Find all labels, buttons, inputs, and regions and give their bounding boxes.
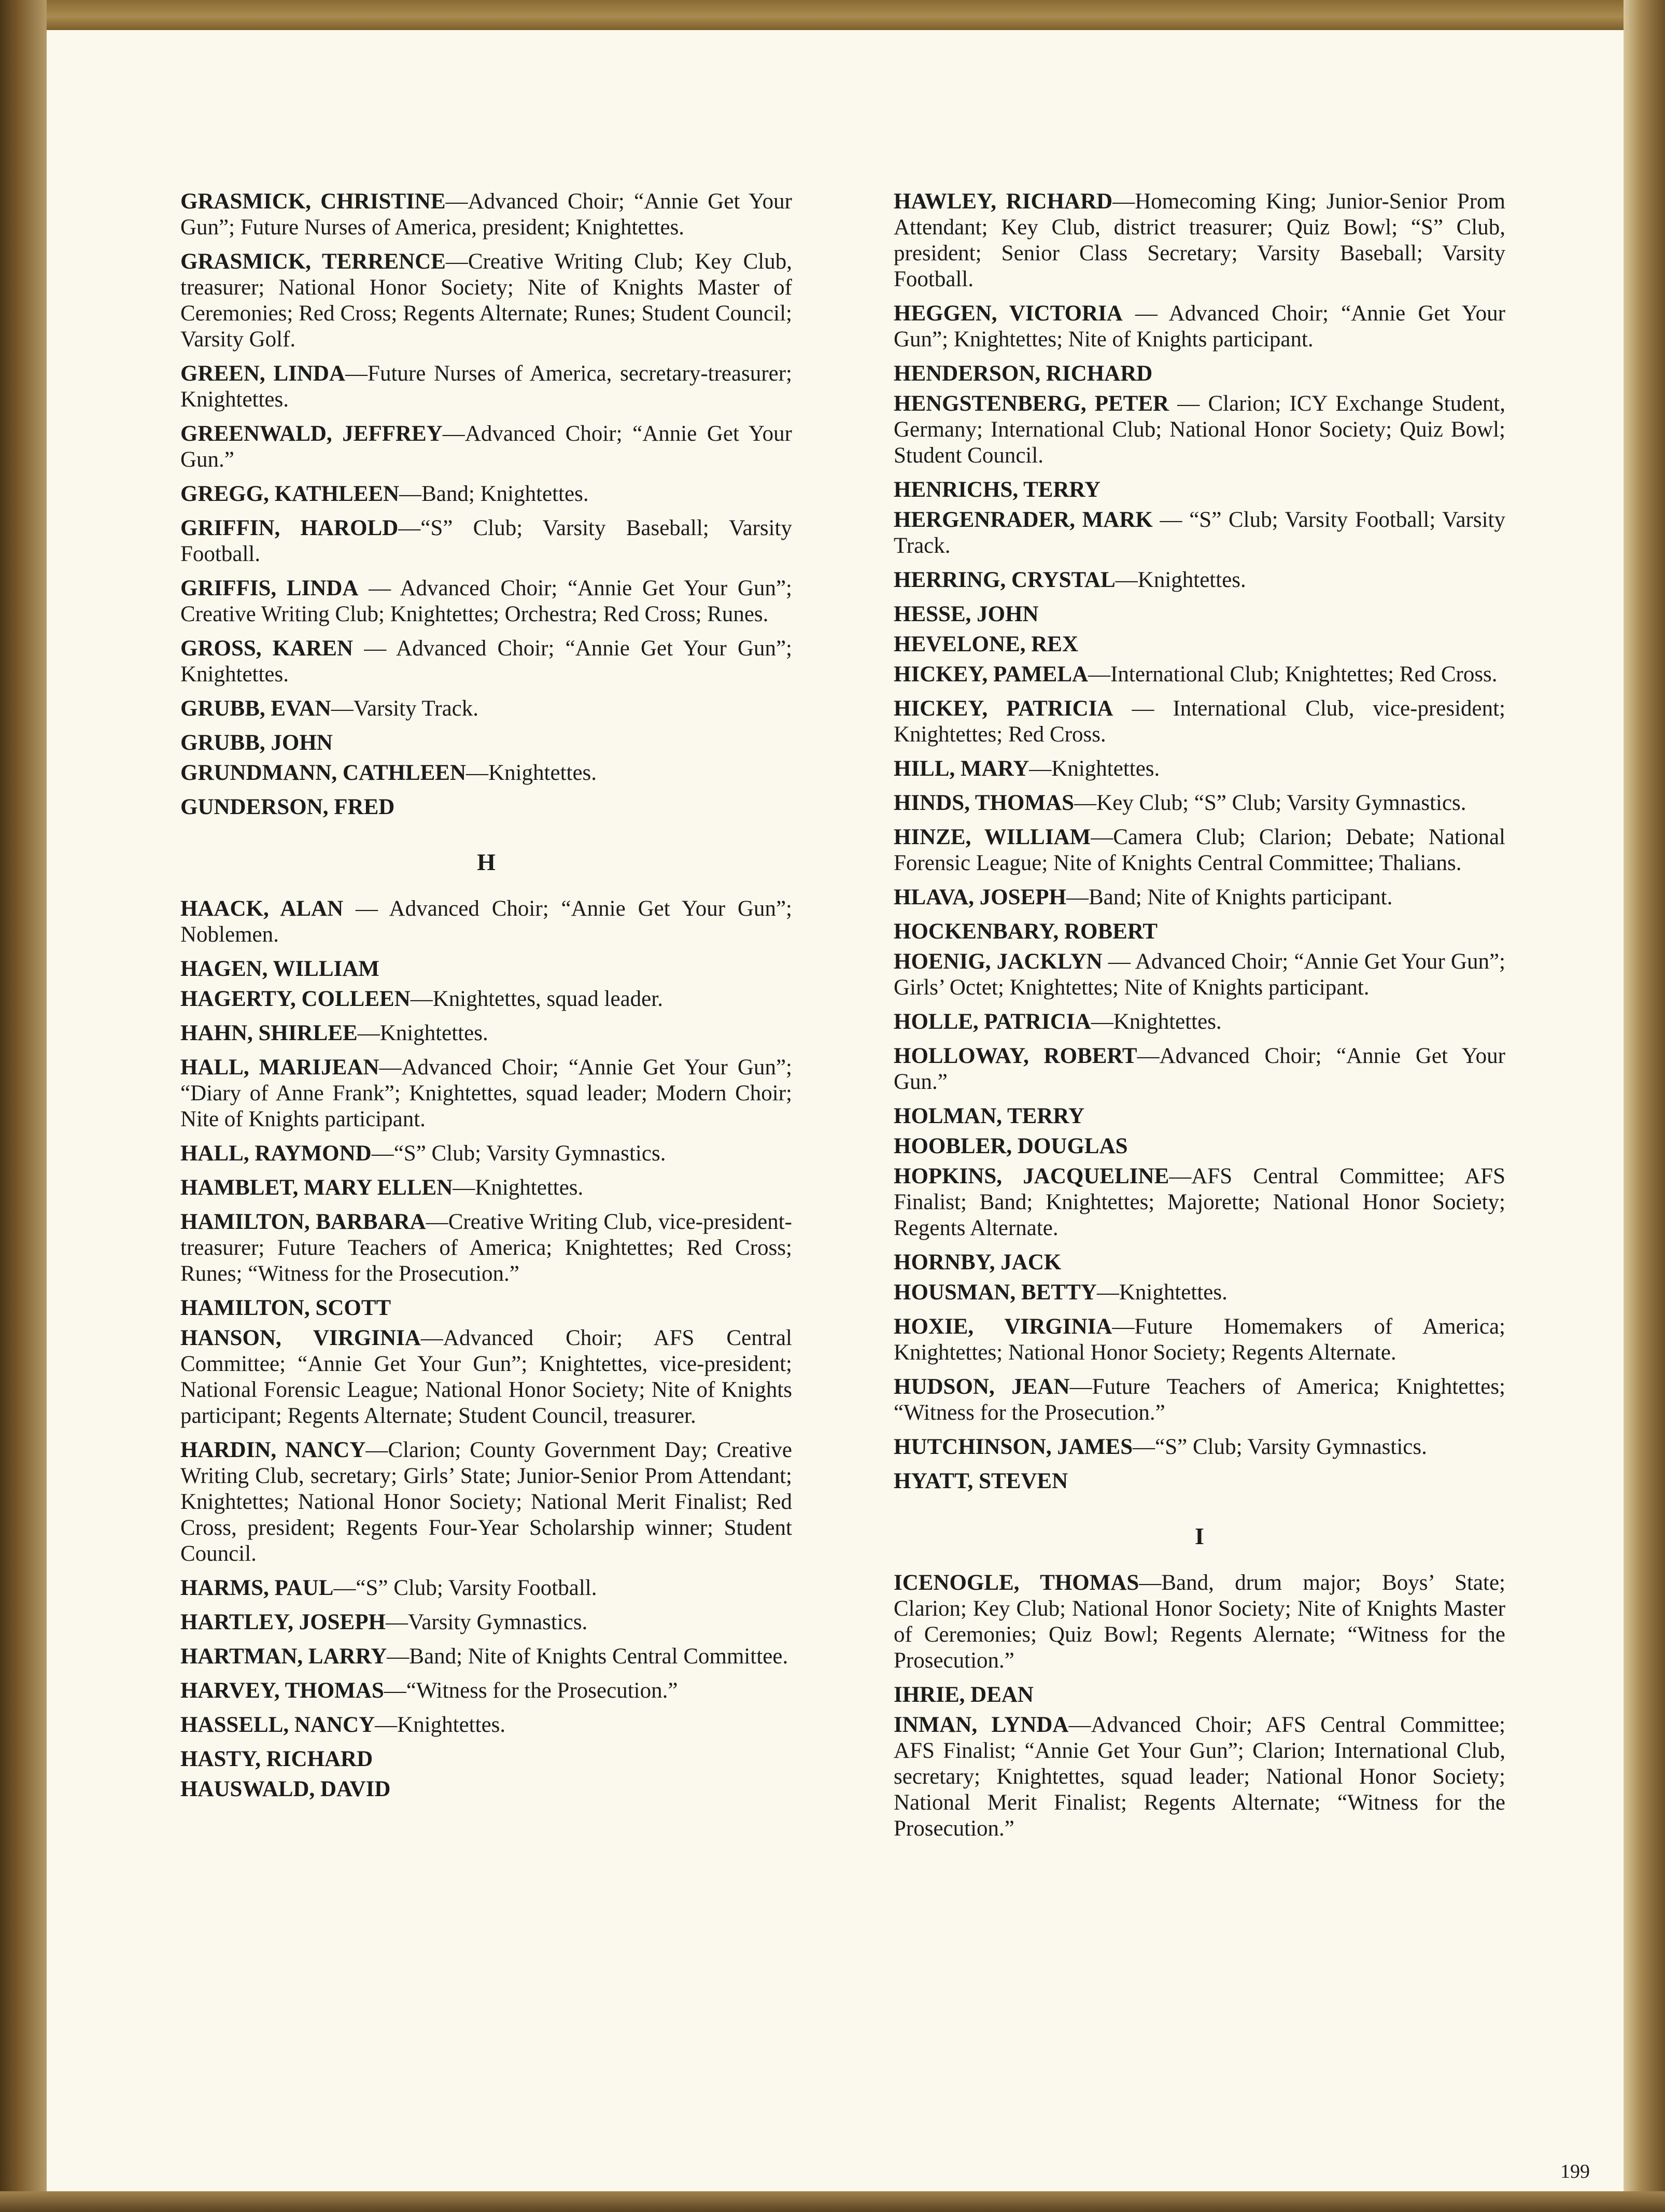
- student-activities: —Camera Club; Clarion; Debate; National Forensic League; Nite of Knights Central Committee; Thalians.: [894, 825, 1505, 875]
- student-entry: [894, 1374, 1505, 1426]
- student-activities: —Key Club; “S” Club; Varsity Gymnastics.: [1074, 791, 1466, 815]
- student-entry: [894, 1009, 1505, 1035]
- student-entry: [180, 986, 792, 1012]
- student-name: GREGG, KATHLEEN: [180, 482, 400, 506]
- student-activities: —Clarion; County Government Day; Creative Writing Club, secretary; Girls’ State; Junior-Senior Prom Attendant; Knightettes; National Honor Society; National Merit Finalist; Red Cross, president; Regents Four-Year Scholarship winner; Student Council.: [180, 1438, 792, 1566]
- student-name: GREEN, LINDA: [180, 361, 346, 386]
- student-entry: [894, 756, 1505, 782]
- student-entry: [894, 1682, 1505, 1708]
- student-entry: [894, 1043, 1505, 1095]
- student-activities: — “S” Club; Varsity Football; Varsity Track.: [894, 508, 1505, 558]
- student-activities: —Creative Writing Club; Key Club, treasurer; National Honor Society; Nite of Knights Master of Ceremonies; Red Cross; Regents Alternate; Runes; Student Council; Varsity Golf.: [180, 249, 792, 352]
- student-entry: [894, 601, 1505, 627]
- senior-list-h-continued: [894, 189, 1505, 1494]
- student-name: GRASMICK, CHRISTINE: [180, 189, 446, 214]
- student-name: HOCKENBARY, ROBERT: [894, 919, 1158, 944]
- student-entry: [180, 1712, 792, 1738]
- student-activities: — Advanced Choir; “Annie Get Your Gun”; Creative Writing Club; Knightettes; Orchestra; Red Cross; Runes.: [180, 576, 792, 626]
- student-name: GRUBB, EVAN: [180, 696, 331, 721]
- student-name: GRASMICK, TERRENCE: [180, 249, 446, 274]
- student-name: HOLLE, PATRICIA: [894, 1010, 1091, 1034]
- student-name: HAMILTON, SCOTT: [180, 1296, 391, 1320]
- student-activities: —Advanced Choir; “Annie Get Your Gun.”: [894, 1044, 1506, 1094]
- binding-top-edge: [0, 0, 1665, 30]
- student-name: HOENIG, JACKLYN: [894, 949, 1103, 974]
- senior-list-g: [180, 189, 792, 820]
- student-entry: [894, 885, 1505, 911]
- student-name: GRUBB, JOHN: [180, 731, 333, 755]
- student-entry: [180, 956, 792, 982]
- student-name: HARMS, PAUL: [180, 1576, 334, 1600]
- binding-bottom-edge: [0, 2191, 1665, 2212]
- student-name: HESSE, JOHN: [894, 602, 1039, 626]
- student-activities: —Band, drum major; Boys’ State; Clarion; Key Club; National Honor Society; Nite of Knights Master of Ceremonies; Quiz Bowl; Regents Alernate; “Witness for the Prosecution.”: [894, 1571, 1505, 1673]
- student-name: HOUSMAN, BETTY: [894, 1280, 1097, 1305]
- senior-list-i: [894, 1570, 1505, 1842]
- student-entry: [180, 1644, 792, 1670]
- student-name: HOLMAN, TERRY: [894, 1104, 1084, 1128]
- student-entry: [180, 1141, 792, 1167]
- student-entry: [180, 794, 792, 820]
- student-entry: [894, 1570, 1505, 1674]
- student-name: HENDERSON, RICHARD: [894, 361, 1153, 386]
- student-activities: —Band; Nite of Knights Central Committee.: [387, 1644, 788, 1669]
- student-entry: [894, 632, 1505, 657]
- student-entry: [894, 790, 1505, 816]
- student-name: GROSS, KAREN: [180, 636, 354, 661]
- student-name: HINDS, THOMAS: [894, 791, 1075, 815]
- student-name: HICKEY, PAMELA: [894, 662, 1089, 687]
- student-name: HARDIN, NANCY: [180, 1438, 366, 1462]
- student-entry: [180, 249, 792, 353]
- student-activities: —Knightettes.: [375, 1713, 506, 1737]
- student-activities: —Future Nurses of America, secretary-treasurer; Knightettes.: [180, 361, 792, 412]
- student-name: HAGEN, WILLIAM: [180, 957, 379, 981]
- student-name: HYATT, STEVEN: [894, 1469, 1068, 1493]
- student-entry: [180, 1209, 792, 1287]
- student-entry: [894, 662, 1505, 688]
- student-name: GUNDERSON, FRED: [180, 795, 395, 819]
- student-activities: —Knightettes.: [1091, 1010, 1222, 1034]
- student-activities: —Creative Writing Club, vice-president-treasurer; Future Teachers of America; Knightettes; Red Cross; Runes; “Witness for the Prosecution.”: [180, 1210, 792, 1286]
- student-entry: [180, 1295, 792, 1321]
- student-activities: —Advanced Choir; AFS Central Committee; AFS Finalist; “Annie Get Your Gun”; Clarion; International Club, secretary; Knightettes, squad leader; National Honor Society; National Merit Finalist; Regents Alternate; “Witness for the Prosecution.”: [894, 1713, 1505, 1841]
- student-entry: [180, 730, 792, 756]
- student-activities: — International Club, vice-president; Knightettes; Red Cross.: [894, 696, 1506, 747]
- student-name: HEGGEN, VICTORIA: [894, 301, 1123, 326]
- student-name: HILL, MARY: [894, 757, 1029, 781]
- student-entry: [894, 1314, 1505, 1366]
- student-activities: — Advanced Choir; “Annie Get Your Gun”; Knightettes; Nite of Knights participant.: [894, 301, 1505, 352]
- student-entry: [894, 696, 1505, 748]
- student-activities: —“Witness for the Prosecution.”: [384, 1678, 678, 1703]
- student-entry: [894, 189, 1505, 292]
- left-column: [180, 189, 792, 1807]
- student-activities: — Clarion; ICY Exchange Student, Germany; International Club; National Honor Society; Quiz Bowl; Student Council.: [894, 391, 1505, 468]
- student-activities: —Knightettes.: [453, 1175, 584, 1200]
- student-activities: — Advanced Choir; “Annie Get Your Gun”; Girls’ Octet; Knightettes; Nite of Knights participant.: [894, 949, 1505, 1000]
- student-name: HERRING, CRYSTAL: [894, 568, 1116, 592]
- student-name: HARTLEY, JOSEPH: [180, 1610, 386, 1634]
- binding-left-edge: [0, 0, 47, 2212]
- student-name: HAGERTY, COLLEEN: [180, 987, 411, 1011]
- student-activities: —Knightettes, squad leader.: [410, 987, 663, 1011]
- student-activities: —“S” Club; Varsity Gymnastics.: [1133, 1435, 1427, 1459]
- student-name: HALL, MARIJEAN: [180, 1055, 379, 1080]
- student-activities: —Advanced Choir; AFS Central Committee; “Annie Get Your Gun”; Knightettes, vice-president; National Forensic League; National Honor Society; Nite of Knights participant; Regents Alternate; Student Council, treasurer.: [180, 1326, 792, 1428]
- student-name: HICKEY, PATRICIA: [894, 696, 1113, 721]
- student-activities: —“S” Club; Varsity Football.: [333, 1576, 597, 1600]
- student-activities: —“S” Club; Varsity Gymnastics.: [371, 1141, 666, 1166]
- student-activities: —Advanced Choir; “Annie Get Your Gun.”: [180, 422, 792, 472]
- student-entry: [180, 1325, 792, 1429]
- student-entry: [894, 1250, 1505, 1276]
- student-entry: [894, 477, 1505, 503]
- student-name: HUDSON, JEAN: [894, 1375, 1070, 1399]
- student-name: HLAVA, JOSEPH: [894, 885, 1066, 909]
- student-activities: —Knightettes.: [1115, 568, 1246, 592]
- binding-right-edge: [1624, 0, 1665, 2212]
- student-activities: —Future Homemakers of America; Knightettes; National Honor Society; Regents Alternate.: [894, 1314, 1505, 1365]
- student-name: HOLLOWAY, ROBERT: [894, 1044, 1137, 1068]
- student-entry: [894, 1434, 1505, 1460]
- student-entry: [180, 576, 792, 627]
- student-name: HOXIE, VIRGINIA: [894, 1314, 1112, 1339]
- student-name: GRIFFIN, HAROLD: [180, 516, 399, 540]
- student-entry: [894, 824, 1505, 876]
- student-activities: —Advanced Choir; “Annie Get Your Gun”; “Diary of Anne Frank”; Knightettes, squad leader; Modern Choir; Nite of Knights participant.: [180, 1055, 792, 1131]
- student-name: HAMILTON, BARBARA: [180, 1210, 426, 1234]
- student-entry: [180, 481, 792, 507]
- student-name: ICENOGLE, THOMAS: [894, 1571, 1139, 1595]
- letter-heading-h: H: [477, 849, 496, 875]
- student-activities: —“S” Club; Varsity Baseball; Varsity Football.: [180, 516, 792, 566]
- student-entry: [180, 361, 792, 413]
- student-entry: [180, 1776, 792, 1802]
- student-entry: [180, 1055, 792, 1132]
- student-name: HUTCHINSON, JAMES: [894, 1435, 1133, 1459]
- student-activities: —Knightettes.: [357, 1021, 488, 1045]
- student-name: HOPKINS, JACQUELINE: [894, 1164, 1169, 1188]
- student-activities: —Homecoming King; Junior-Senior Prom Attendant; Key Club, district treasurer; Quiz Bowl; “S” Club, president; Senior Class Secretary; Varsity Baseball; Varsity Football.: [894, 189, 1505, 291]
- student-entry: [894, 1468, 1505, 1494]
- student-entry: [180, 760, 792, 786]
- student-name: HOOBLER, DOUGLAS: [894, 1134, 1128, 1158]
- student-name: GRIFFIS, LINDA: [180, 576, 359, 600]
- student-entry: [894, 391, 1505, 469]
- student-name: HAHN, SHIRLEE: [180, 1021, 358, 1045]
- student-entry: [180, 1437, 792, 1567]
- student-name: HAMBLET, MARY ELLEN: [180, 1175, 453, 1200]
- student-name: HAACK, ALAN: [180, 897, 344, 921]
- right-column: [894, 189, 1505, 1850]
- student-activities: —Band; Knightettes.: [399, 482, 589, 506]
- student-name: HASSELL, NANCY: [180, 1713, 375, 1737]
- student-activities: —Knightettes.: [466, 761, 597, 785]
- student-entry: [180, 1175, 792, 1201]
- student-activities: — Advanced Choir; “Annie Get Your Gun”; Knightettes.: [180, 636, 792, 687]
- student-name: IHRIE, DEAN: [894, 1683, 1034, 1707]
- student-activities: —Knightettes.: [1029, 757, 1160, 781]
- student-entry: [180, 1609, 792, 1635]
- student-entry: [894, 1103, 1505, 1129]
- student-activities: —Future Teachers of America; Knightettes; “Witness for the Prosecution.”: [894, 1375, 1505, 1425]
- student-activities: —Knightettes.: [1096, 1280, 1227, 1305]
- student-entry: [894, 567, 1505, 593]
- student-entry: [894, 919, 1505, 945]
- student-activities: —AFS Central Committee; AFS Finalist; Band; Knightettes; Majorette; National Honor Society; Regents Alternate.: [894, 1164, 1505, 1240]
- student-activities: — Advanced Choir; “Annie Get Your Gun”; Noblemen.: [180, 897, 792, 947]
- student-activities: —Varsity Gymnastics.: [385, 1610, 588, 1634]
- student-name: HALL, RAYMOND: [180, 1141, 372, 1166]
- student-name: HENRICHS, TERRY: [894, 478, 1101, 502]
- student-entry: [180, 421, 792, 473]
- student-name: HARVEY, THOMAS: [180, 1678, 384, 1703]
- student-entry: [180, 1575, 792, 1601]
- student-entry: [180, 896, 792, 948]
- student-name: HAUSWALD, DAVID: [180, 1777, 391, 1801]
- student-entry: [894, 1133, 1505, 1159]
- student-entry: [894, 1164, 1505, 1241]
- student-name: HENGSTENBERG, PETER: [894, 391, 1169, 416]
- student-entry: [180, 636, 792, 688]
- student-activities: —International Club; Knightettes; Red Cross.: [1088, 662, 1498, 687]
- student-activities: —Varsity Track.: [331, 696, 479, 721]
- student-activities: —Band; Nite of Knights participant.: [1066, 885, 1393, 909]
- yearbook-page: [47, 30, 1624, 2191]
- letter-heading-i: I: [1195, 1523, 1204, 1549]
- student-entry: [894, 361, 1505, 387]
- student-entry: [894, 1712, 1505, 1842]
- student-entry: [180, 1746, 792, 1772]
- student-name: HINZE, WILLIAM: [894, 825, 1091, 849]
- student-entry: [180, 696, 792, 722]
- student-name: HASTY, RICHARD: [180, 1747, 373, 1771]
- student-name: HAWLEY, RICHARD: [894, 189, 1113, 214]
- senior-list-h: [180, 896, 792, 1802]
- student-entry: [894, 949, 1505, 1001]
- student-entry: [180, 1020, 792, 1046]
- student-name: HARTMAN, LARRY: [180, 1644, 387, 1669]
- student-name: GRUNDMANN, CATHLEEN: [180, 761, 467, 785]
- student-entry: [180, 189, 792, 241]
- student-name: INMAN, LYNDA: [894, 1713, 1069, 1737]
- student-entry: [894, 301, 1505, 353]
- student-entry: [894, 1280, 1505, 1306]
- student-name: HANSON, VIRGINIA: [180, 1326, 421, 1350]
- student-entry: [894, 507, 1505, 559]
- student-name: GREENWALD, JEFFREY: [180, 422, 443, 446]
- student-name: HEVELONE, REX: [894, 632, 1079, 656]
- student-entry: [180, 515, 792, 567]
- student-activities: —Advanced Choir; “Annie Get Your Gun”; Future Nurses of America, president; Knightettes.: [180, 189, 793, 240]
- page-number: 199: [1560, 2161, 1590, 2182]
- student-name: HERGENRADER, MARK: [894, 508, 1153, 532]
- student-name: HORNBY, JACK: [894, 1250, 1062, 1275]
- student-entry: [180, 1678, 792, 1704]
